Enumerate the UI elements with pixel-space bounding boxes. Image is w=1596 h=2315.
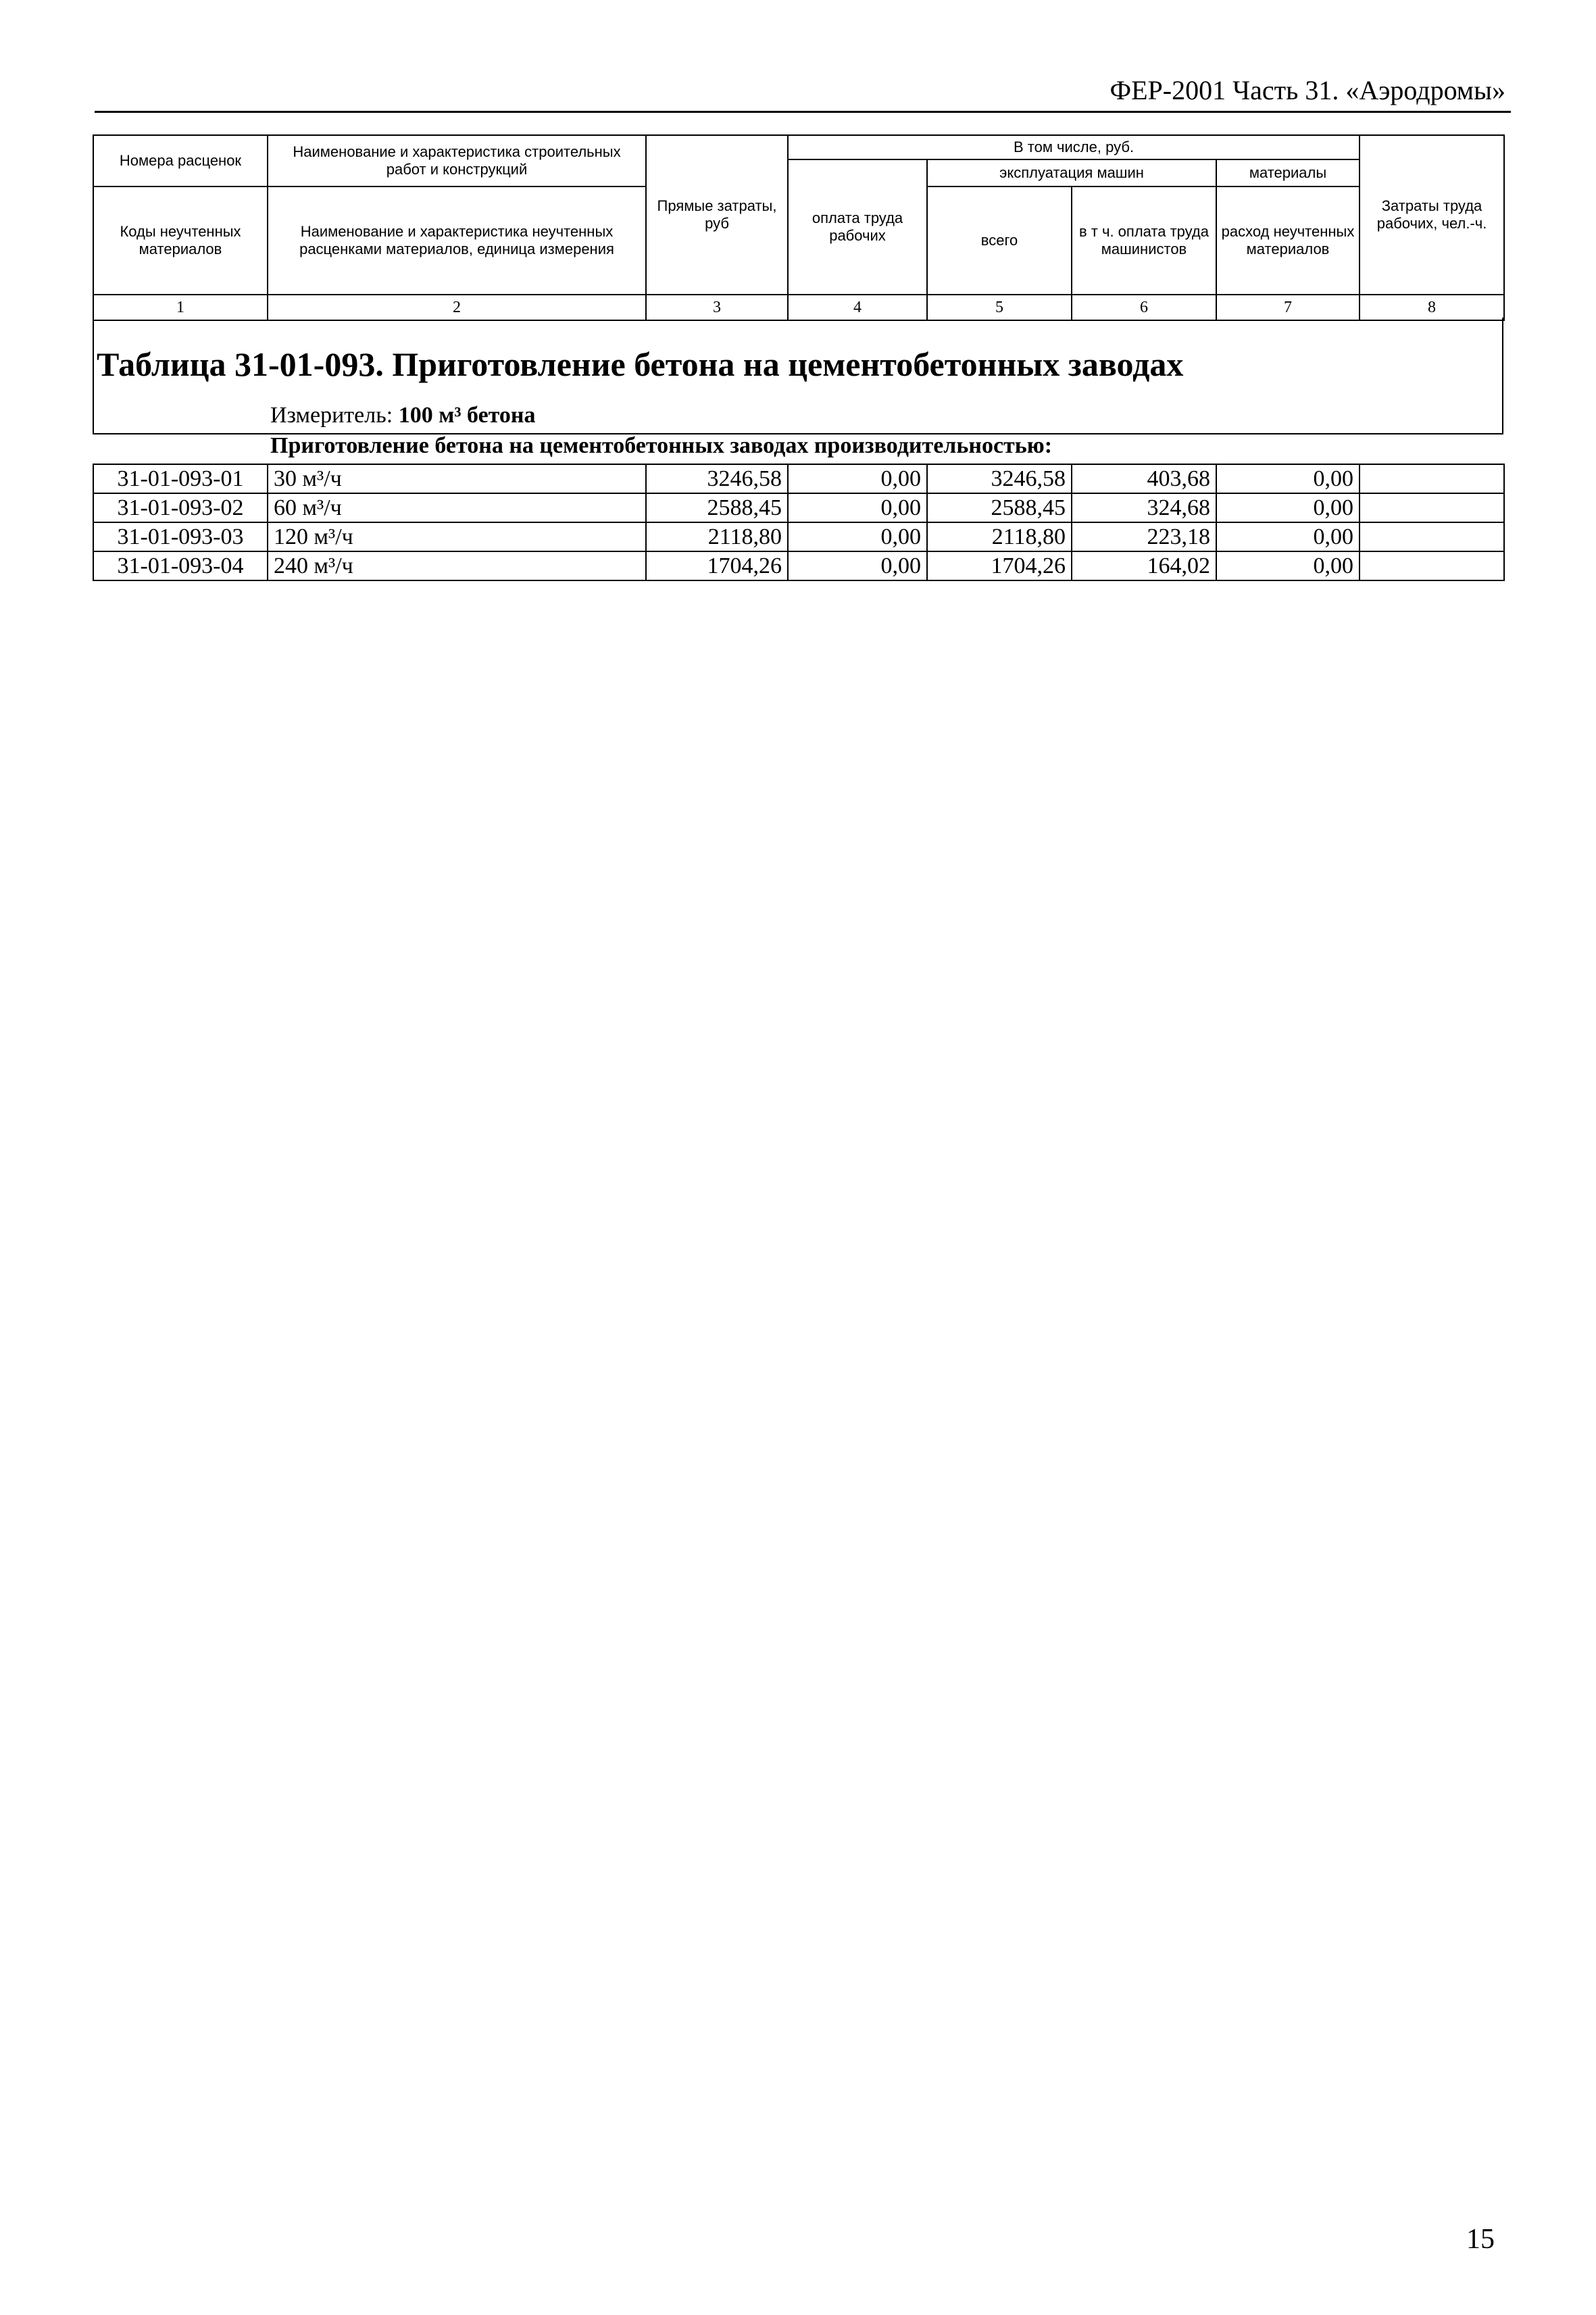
header-col3: Прямые затраты, руб	[646, 135, 788, 295]
cell-machines: 1704,26	[927, 551, 1072, 580]
column-number: 8	[1360, 295, 1504, 320]
header-col8: Затраты труда рабочих, чел.-ч.	[1360, 135, 1504, 295]
cell-direct: 1704,26	[646, 551, 788, 580]
header-machines: эксплуатация машин	[927, 159, 1216, 186]
cell-direct: 3246,58	[646, 464, 788, 493]
cell-code: 31-01-093-03	[93, 522, 268, 551]
header-col7: расход неучтенных материалов	[1216, 186, 1360, 295]
header-col6: в т ч. оплата труда машинистов	[1072, 186, 1216, 295]
cell-hours	[1360, 522, 1504, 551]
column-number: 6	[1072, 295, 1216, 320]
cell-labor: 0,00	[788, 464, 927, 493]
table-title: Таблица 31-01-093. Приготовление бетона на цементобетонных заводах	[97, 345, 1184, 383]
column-number: 2	[268, 295, 646, 320]
cell-materials: 0,00	[1216, 551, 1360, 580]
measure-value: 100 м³ бетона	[398, 403, 536, 428]
data-table	[93, 464, 1505, 581]
table-row	[93, 551, 1504, 580]
header-col5: всего	[927, 186, 1072, 295]
subheading: Приготовление бетона на цементобетонных заводах производительностью:	[270, 433, 1053, 458]
header-col2-bottom: Наименование и характеристика неучтенных расценками материалов, единица измерения	[268, 186, 646, 295]
cell-code: 31-01-093-02	[93, 493, 268, 522]
table-row	[93, 464, 1504, 493]
cell-labor: 0,00	[788, 551, 927, 580]
header-col1-top: Номера расценок	[93, 135, 268, 186]
cell-operators: 403,68	[1072, 464, 1216, 493]
cell-machines: 2588,45	[927, 493, 1072, 522]
header-group: В том числе, руб.	[788, 135, 1360, 159]
running-header	[95, 73, 1511, 113]
cell-machines: 3246,58	[927, 464, 1072, 493]
header-materials: материалы	[1216, 159, 1360, 186]
cell-code: 31-01-093-01	[93, 464, 268, 493]
cell-labor: 0,00	[788, 493, 927, 522]
cell-hours	[1360, 493, 1504, 522]
table-row	[93, 522, 1504, 551]
column-header-table	[93, 134, 1505, 321]
cell-materials: 0,00	[1216, 493, 1360, 522]
header-col2-top: Наименование и характеристика строительных работ и конструкций	[268, 135, 646, 186]
cell-code: 31-01-093-04	[93, 551, 268, 580]
column-number: 5	[927, 295, 1072, 320]
table-row	[93, 493, 1504, 522]
column-number: 3	[646, 295, 788, 320]
measure-label: Измеритель:	[270, 403, 393, 428]
cell-name: 60 м³/ч	[268, 493, 646, 522]
cell-hours	[1360, 464, 1504, 493]
cell-materials: 0,00	[1216, 464, 1360, 493]
cell-name: 240 м³/ч	[268, 551, 646, 580]
cell-direct: 2118,80	[646, 522, 788, 551]
page-number: 15	[1466, 2224, 1495, 2255]
column-number: 4	[788, 295, 927, 320]
cell-operators: 164,02	[1072, 551, 1216, 580]
header-col4: оплата труда рабочих	[788, 159, 927, 295]
measure-line	[270, 403, 536, 428]
cell-name: 120 м³/ч	[268, 522, 646, 551]
cell-name: 30 м³/ч	[268, 464, 646, 493]
cell-machines: 2118,80	[927, 522, 1072, 551]
column-number: 1	[93, 295, 268, 320]
cell-hours	[1360, 551, 1504, 580]
cell-labor: 0,00	[788, 522, 927, 551]
cell-direct: 2588,45	[646, 493, 788, 522]
cell-materials: 0,00	[1216, 522, 1360, 551]
cell-operators: 223,18	[1072, 522, 1216, 551]
cell-operators: 324,68	[1072, 493, 1216, 522]
header-col1-bottom: Коды неучтенных материалов	[93, 186, 268, 295]
column-number: 7	[1216, 295, 1360, 320]
document-title: ФЕР-2001 Часть 31. «Аэродромы»	[1109, 75, 1505, 105]
